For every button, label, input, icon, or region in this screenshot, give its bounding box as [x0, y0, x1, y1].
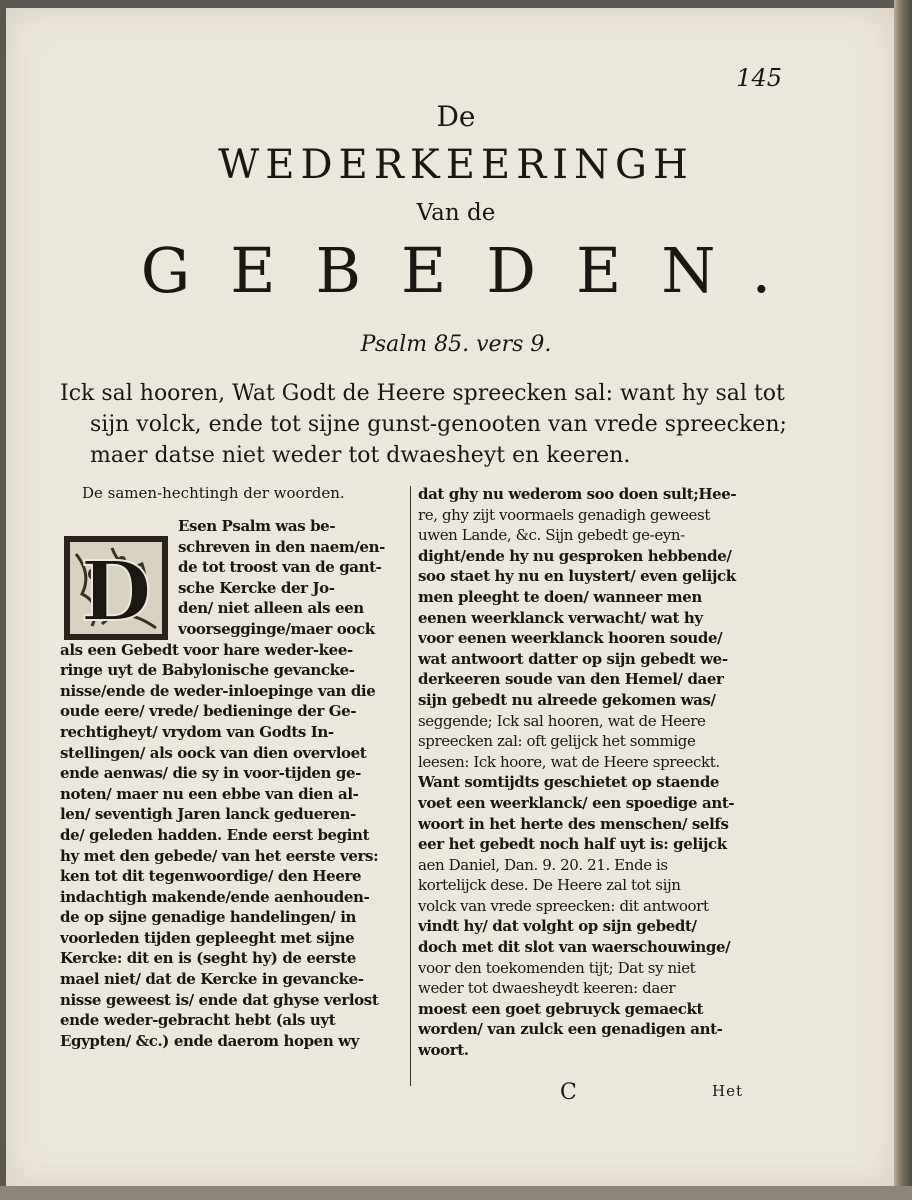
body-line: volck van vrede spreecken: dit antwoort	[418, 896, 709, 915]
body-line: Egypten/ &c.) ende daerom hopen wy	[60, 1031, 359, 1050]
verse-line: Ick sal hooren, Wat Godt de Heere spreecken sal: want hy sal tot	[60, 381, 785, 406]
decorated-initial-d	[62, 534, 170, 642]
body-line: doch met dit slot van waerschouwinge/	[418, 938, 731, 957]
body-line: derkeeren soude van den Hemel/ daer	[418, 670, 724, 689]
body-line: aen Daniel, Dan. 9. 20. 21. Ende is	[418, 855, 668, 874]
body-line: oude eere/ vrede/ bedieninge der Ge-	[60, 702, 357, 721]
body-line: vindt hy/ dat volght op sijn gebedt/	[418, 917, 697, 936]
body-line: wat antwoort datter op sijn gebedt we-	[418, 649, 728, 668]
title-de: De	[436, 100, 476, 133]
body-line: voet een weerklanck/ een spoedige ant-	[418, 793, 735, 812]
body-line: de tot troost van de gant-	[178, 558, 382, 577]
body-line: soo staet hy nu en luystert/ even gelijck	[418, 567, 736, 586]
signature-mark: C	[560, 1080, 577, 1105]
body-line: Kercke: dit en is (seght hy) de eerste	[60, 949, 356, 968]
body-line: moest een goet gebruyck gemaeckt	[418, 999, 704, 1018]
body-line: len/ seventigh Jaren lanck gedueren-	[60, 805, 356, 824]
body-line: men pleeght te doen/ wanneer men	[418, 587, 702, 606]
body-line: woort in het herte des menschen/ selfs	[418, 814, 729, 833]
body-line: dight/ende hy nu gesproken hebbende/	[418, 546, 732, 565]
body-line: ende aenwas/ die sy in voor-tijden ge-	[60, 764, 361, 783]
page-number: 145	[736, 64, 782, 92]
body-line: Want somtijdts geschietet op staende	[418, 773, 720, 792]
body-line: Esen Psalm was be-	[178, 517, 336, 535]
body-line: schreven in den naem/en-	[178, 537, 385, 556]
body-line: den/ niet alleen als een	[178, 599, 364, 618]
body-line: worden/ van zulck een genadigen ant-	[418, 1020, 723, 1039]
psalm-verse	[60, 378, 787, 471]
body-line: als een Gebedt voor hare weder-kee-	[60, 640, 353, 659]
body-line: voor den toekomenden tijt; Dat sy niet	[418, 958, 696, 977]
body-line: uwen Lande, &c. Sijn gebedt ge-eyn-	[418, 526, 685, 545]
body-line: sche Kercke der Jo-	[178, 578, 335, 597]
body-line: voorleden tijden gepleeght met sijne	[60, 928, 355, 947]
body-line: stellingen/ als oock van dien overvloet	[60, 743, 367, 762]
body-line: nisse/ende de weder-inloepinge van die	[60, 681, 376, 700]
body-line: rechtigheyt/ vrydom van Godts In-	[60, 722, 334, 741]
scripture-reference: Psalm 85. vers 9.	[360, 332, 552, 357]
body-line: dat ghy nu wederom soo doen sult;Hee-	[418, 485, 737, 503]
body-line: kortelijck dese. De Heere zal tot sijn	[418, 876, 681, 895]
section-subheading: De samen-hechtingh der woorden.	[82, 484, 345, 502]
body-line: ringe uyt de Babylonische gevancke-	[60, 661, 355, 680]
body-line: voor eenen weerklanck hooren soude/	[418, 629, 723, 648]
body-line: voorsegginge/maer oock	[178, 619, 375, 638]
body-line: mael niet/ dat de Kercke in gevancke-	[60, 970, 364, 989]
body-line: de/ geleden hadden. Ende eerst begint	[60, 825, 370, 844]
page-edge-bottom	[0, 1186, 912, 1200]
body-line: de op sijne genadige handelingen/ in	[60, 908, 357, 927]
body-line: weder tot dwaesheydt keeren: daer	[418, 979, 676, 998]
body-line: eenen weerklanck verwacht/ wat hy	[418, 608, 703, 627]
body-line: re, ghy zijt voormaels genadigh geweest	[418, 505, 710, 524]
verse-line: sijn volck, ende tot sijne gunst-genooten van vrede spreecken;	[90, 412, 787, 437]
body-line: ende weder-gebracht hebt (als uyt	[60, 1011, 336, 1030]
title-wederkeeringh: WEDERKEERINGH	[218, 142, 694, 188]
column-divider	[410, 486, 411, 1086]
body-line: woort.	[418, 1041, 469, 1060]
body-line: sijn gebedt nu alreede gekomen was/	[418, 690, 716, 709]
title-van-de: Van de	[416, 200, 496, 226]
body-line: seggende; Ick sal hooren, wat de Heere	[418, 711, 706, 730]
body-line: eer het gebedt noch half uyt is: gelijck	[418, 835, 727, 854]
verse-line: maer datse niet weder tot dwaesheyt en keeren.	[90, 443, 631, 468]
body-line: indachtigh makende/ende aenhouden-	[60, 887, 370, 906]
title-gebeden: GEBEDEN.	[140, 234, 812, 307]
body-line: leesen: Ick hoore, wat de Heere spreeckt.	[418, 752, 720, 771]
body-line: nisse geweest is/ ende dat ghyse verlost	[60, 990, 379, 1009]
body-line: noten/ maer nu een ebbe van dien al-	[60, 784, 359, 803]
body-line: ken tot dit tegenwoordige/ den Heere	[60, 867, 362, 886]
body-line: spreecken zal: oft gelijck het sommige	[418, 732, 696, 751]
left-column	[60, 484, 408, 1051]
right-column	[418, 484, 766, 1061]
catchword: Het	[712, 1082, 743, 1100]
body-line: hy met den gebede/ van het eerste vers:	[60, 846, 379, 865]
initial-letter: D	[80, 544, 152, 640]
